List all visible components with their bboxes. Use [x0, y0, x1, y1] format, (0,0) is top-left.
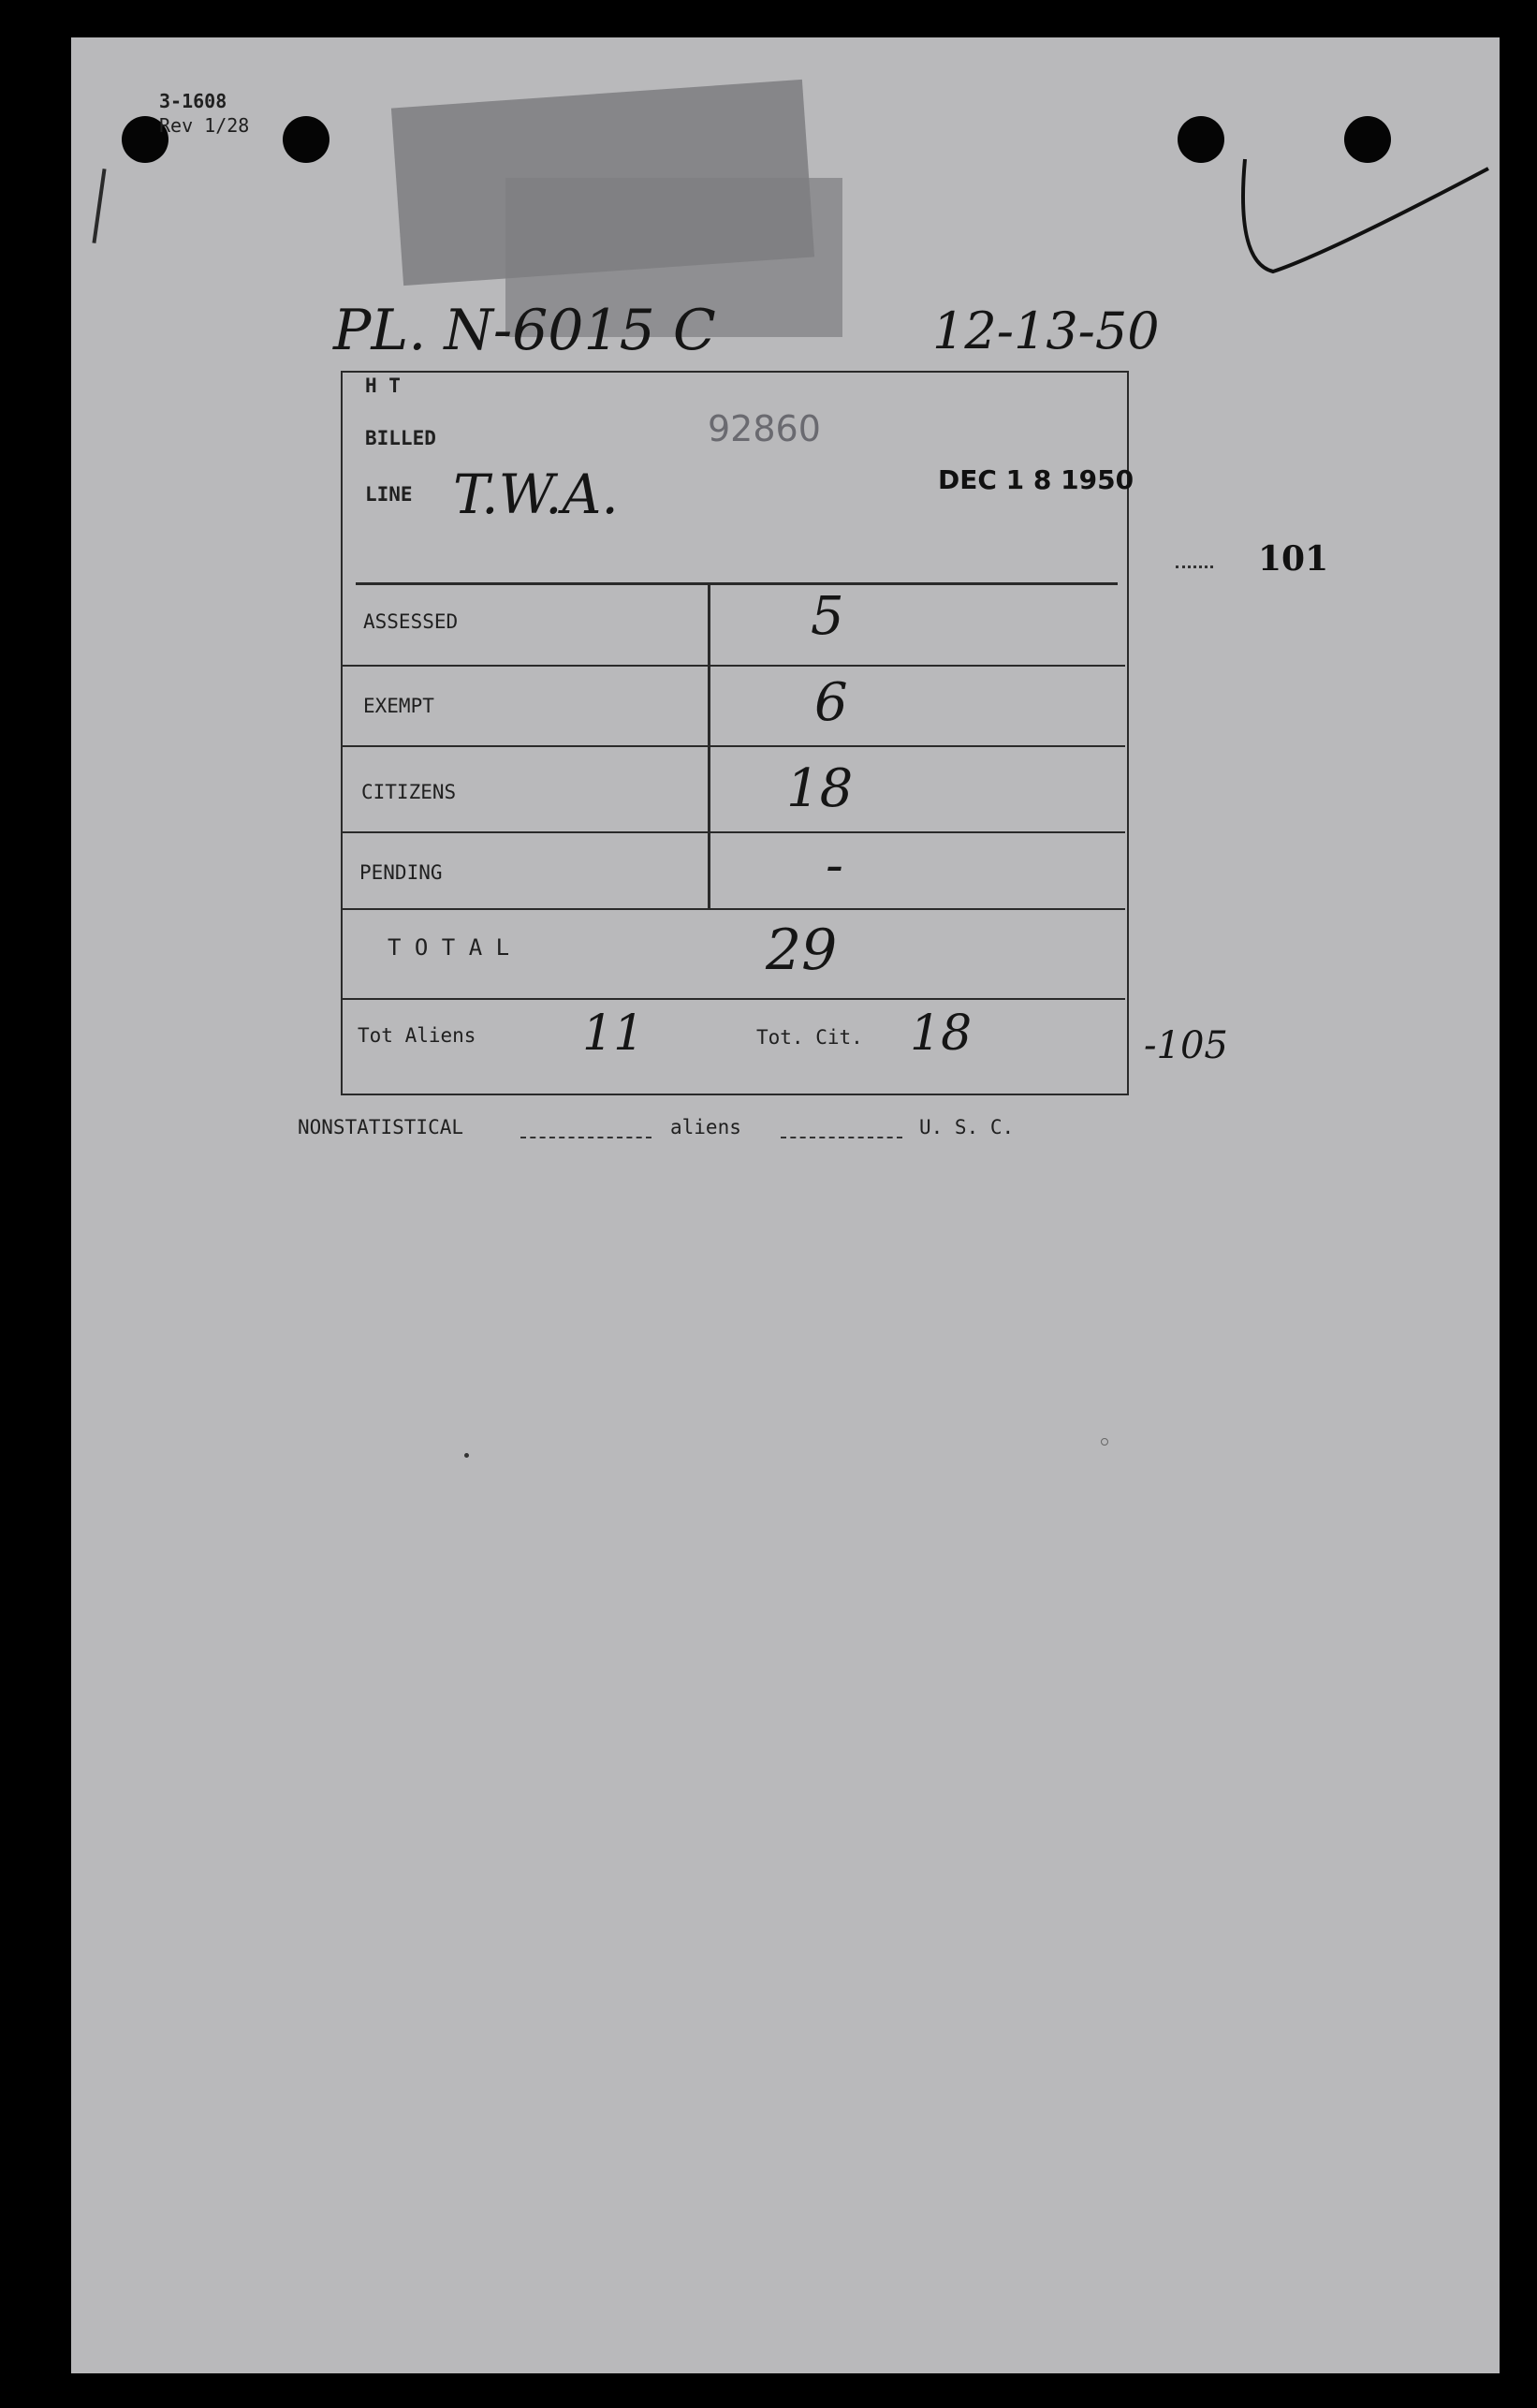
check-mark-icon	[1217, 150, 1498, 290]
line-value: T.W.A.	[453, 463, 619, 526]
card-row-line-5	[343, 998, 1125, 1000]
pending-value: -	[826, 835, 843, 896]
tot-aliens-label: Tot Aliens	[358, 1024, 476, 1047]
card-divider-top	[356, 582, 1118, 585]
card-row-line-1	[343, 665, 1125, 667]
card-row-line-3	[343, 831, 1125, 833]
side-dots	[1176, 565, 1213, 568]
form-number: 3-1608	[159, 90, 227, 112]
pending-label: PENDING	[359, 861, 443, 884]
total-value: 29	[766, 918, 838, 983]
usc-label: U. S. C.	[919, 1116, 1015, 1138]
ht-label: H T	[365, 374, 401, 397]
speck-2	[1101, 1438, 1108, 1446]
tot-cit-value: 18	[910, 1006, 973, 1062]
card-row-line-2	[343, 745, 1125, 747]
citizens-label: CITIZENS	[361, 781, 457, 803]
nonstatistical-label: NONSTATISTICAL	[298, 1116, 464, 1138]
aliens-label: aliens	[670, 1116, 741, 1138]
tot-aliens-value: 11	[582, 1006, 645, 1062]
tot-cit-label: Tot. Cit.	[756, 1026, 863, 1049]
citizens-value: 18	[786, 758, 854, 819]
aliens-blank	[781, 1137, 902, 1138]
margin-note: -105	[1144, 1024, 1228, 1067]
billed-number: 92860	[708, 408, 821, 449]
stamp-date: DEC 1 8 1950	[938, 464, 1134, 495]
handwritten-date: 12-13-50	[932, 301, 1160, 360]
assessed-value: 5	[811, 586, 844, 647]
punch-hole-left-2	[283, 116, 329, 163]
exempt-label: EXEMPT	[363, 695, 434, 717]
form-revision: Rev 1/28	[159, 114, 250, 137]
total-label: T O T A L	[388, 934, 510, 961]
side-number: 101	[1258, 539, 1329, 579]
nonstatistical-blank	[520, 1137, 651, 1138]
exempt-value: 6	[814, 672, 848, 733]
card-row-line-4	[343, 908, 1125, 910]
port-file-number: PL. N-6015 C	[333, 298, 716, 363]
assessed-label: ASSESSED	[363, 610, 459, 633]
speck-1	[464, 1453, 469, 1458]
billed-label: BILLED	[365, 427, 436, 449]
line-label: LINE	[365, 483, 413, 506]
